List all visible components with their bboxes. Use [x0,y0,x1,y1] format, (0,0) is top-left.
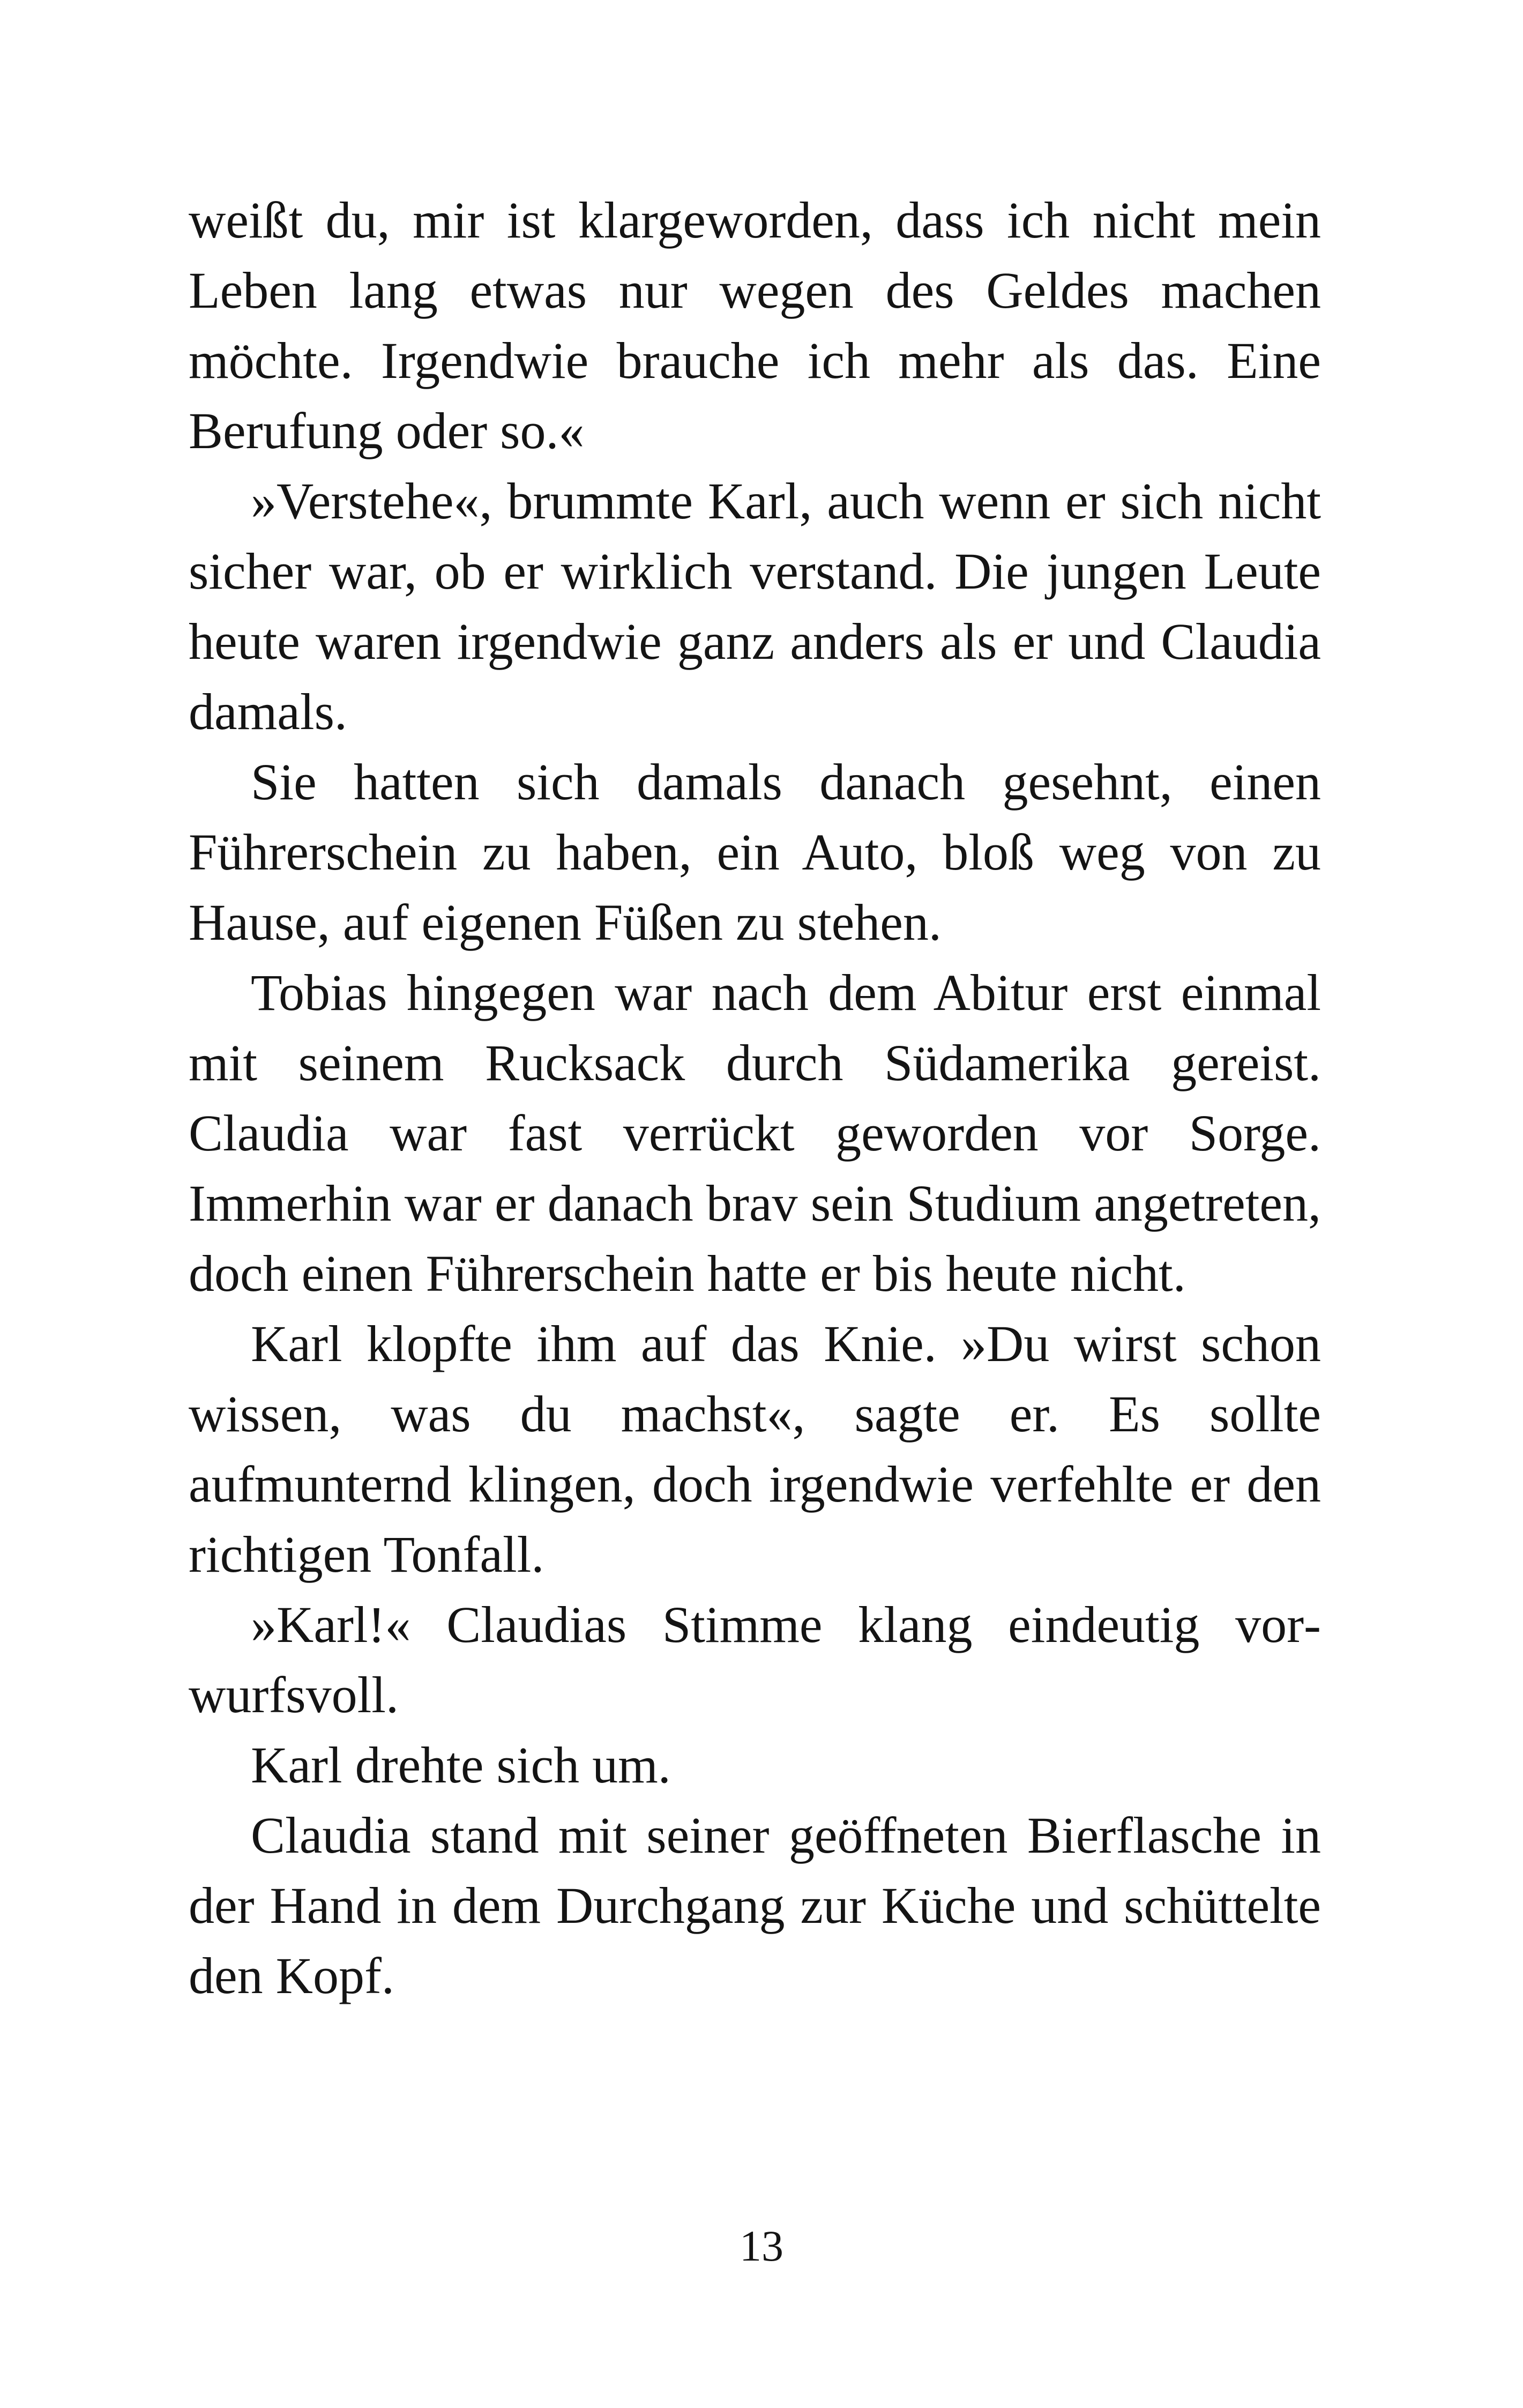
paragraph-7: Karl drehte sich um. [251,1736,671,1794]
paragraph-2: »Verstehe«, brummte Karl, auch wenn er sich nicht sicher war, ob er wirklich verstand. Die jungen Leute heute waren irgendwie ganz anders als er und Claudia damals. [189,472,1321,740]
paragraph-5: Karl klopfte ihm auf das Knie. »Du wirst schon wissen, was du machst«, sagte er. Es sollte aufmunternd klingen, doch irgendwie verfehlte er den richtigen Tonfall. [189,1315,1321,1583]
body-text [189,185,1321,2011]
paragraph-6: »Karl!« Claudias Stimme klang eindeutig vorwurfsvoll. [189,1596,1321,1723]
paragraph-1: weißt du, mir ist klargeworden, dass ich nicht mein Leben lang etwas nur wegen des Geldes machen möchte. Irgendwie brauche ich mehr als das. Eine Berufung oder so.« [189,191,1321,459]
paragraph-8: Claudia stand mit seiner geöffneten Bierflasche in der Hand in dem Durchgang zur Küche und schüttelte den Kopf. [189,1807,1321,2004]
paragraph-3: Sie hatten sich damals danach gesehnt, einen Führerschein zu haben, ein Auto, bloß weg von zu Hause, auf eigenen Füßen zu stehen. [189,753,1321,951]
page-number: 13 [740,2221,783,2270]
paragraph-4: Tobias hingegen war nach dem Abitur erst einmal mit seinem Rucksack durch Südamerika gereist. Claudia war fast verrückt geworden vor Sorge. Immerhin war er danach brav sein Studium angetreten, doch einen Führerschein hatte er bis heute nicht. [189,964,1321,1302]
